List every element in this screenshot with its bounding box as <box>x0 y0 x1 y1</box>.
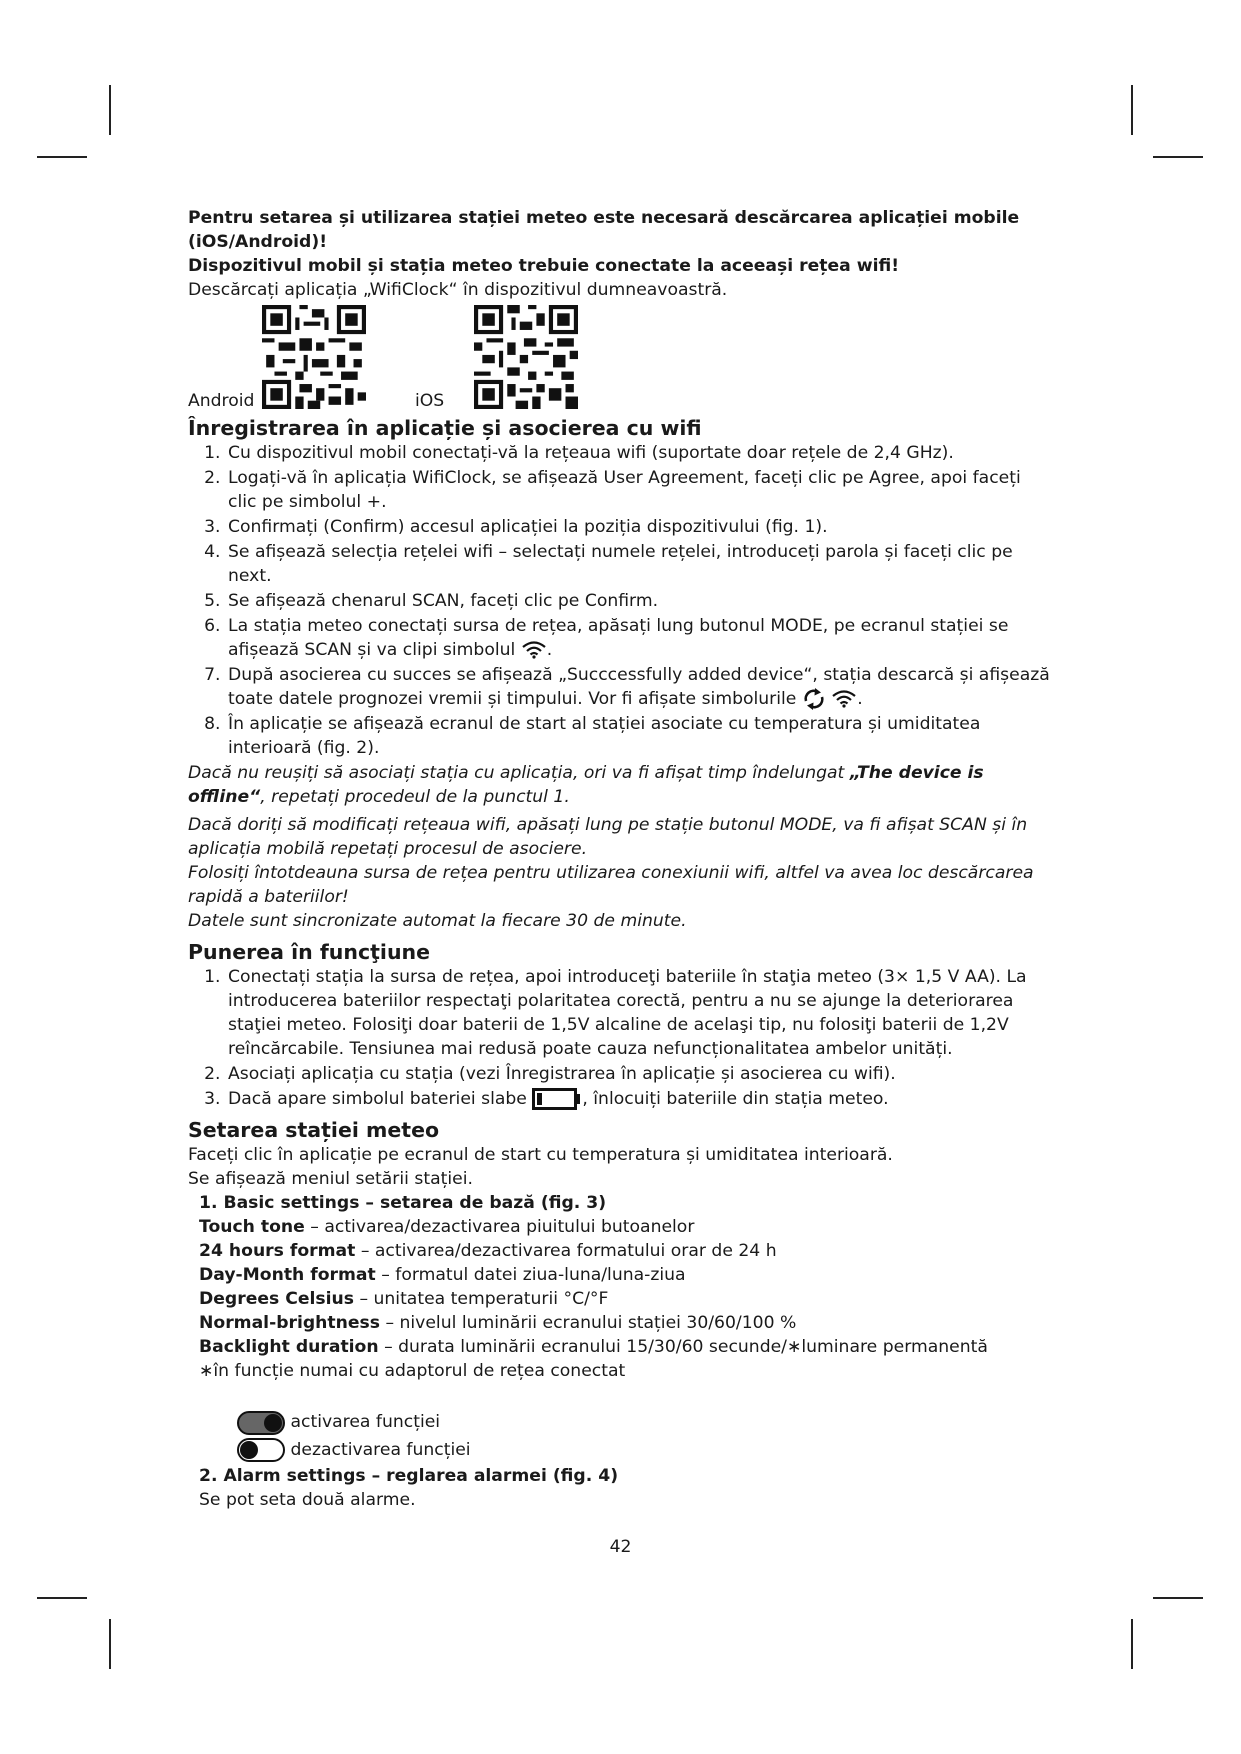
note-text: Dacă nu reușiți să asociați stația cu aplicația, ori va fi afișat timp îndelungat <box>188 763 850 783</box>
section-title-registration: Înregistrarea în aplicație și asocierea cu wifi <box>188 416 702 440</box>
note-offline <box>188 761 1054 809</box>
setting-name: Normal-brightness <box>199 1313 380 1333</box>
sync-icon <box>802 688 826 710</box>
section-title-settings: Setarea stației meteo <box>188 1118 440 1142</box>
ios-qr-code-icon <box>474 305 578 409</box>
setting-desc: – activarea/dezactivarea formatului orar de 24 h <box>355 1241 777 1261</box>
alarm-settings-text: Se pot seta două alarme. <box>199 1490 416 1510</box>
list-item <box>226 1087 1054 1111</box>
list-item: 5. Se afișează chenarul SCAN, faceți clic pe Confirm. <box>226 589 1054 613</box>
setting-desc: – durata luminării ecranului 15/30/60 secunde/∗luminare permanentă <box>378 1337 988 1357</box>
wifi-icon <box>521 641 547 659</box>
setting-desc: – unitatea temperaturii °C/°F <box>353 1289 609 1309</box>
toggle-on-icon <box>237 1411 285 1435</box>
setting-touch-tone <box>199 1215 1054 1239</box>
startup-steps <box>188 965 1054 1111</box>
settings-intro-1: Faceți clic în aplicație pe ecranul de start cu temperatura și umiditatea interioară. <box>188 1145 893 1165</box>
note-power-source: Folosiți întotdeauna sursa de rețea pentru utilizarea conexiunii wifi, altfel va avea loc descărcarea rapidă a bateriilor! <box>188 863 1034 907</box>
crop-mark <box>37 156 87 158</box>
toggle-off-label: dezactivarea funcției <box>290 1439 471 1460</box>
list-item: 8. În aplicație se afișează ecranul de start al stației asociate cu temperatura și umiditatea interioară (fig. 2). <box>226 712 1054 760</box>
list-item: 1. Conectați stația la sursa de rețea, apoi introduceţi bateriile în staţia meteo (3× 1,5 V AA). La introducerea bateriilor respectaţi polaritatea corectă, pentru a nu se ajunge la deteriorarea staţiei meteo. Folosiţi doar baterii de 1,5V alcaline de acelaşi tip, nu folosiţi baterii de 1,2V reîncărcabile. Tensiunea mai redusă poate cauza nefuncționalitatea ambelor unități. <box>226 965 1054 1061</box>
note-change-wifi: Dacă doriți să modificați rețeaua wifi, apăsați lung pe stație butonul MODE, va fi afișat SCAN și în aplicația mobilă repetați procesul de asociere. <box>188 815 1028 859</box>
wifi-icon <box>831 690 857 708</box>
list-item: 1. Cu dispozitivul mobil conectați-vă la rețeaua wifi (suportate doar rețele de 2,4 GHz). <box>226 441 1054 465</box>
setting-degrees <box>199 1287 1054 1311</box>
setting-desc: – nivelul luminării ecranului stației 30/60/100 % <box>379 1313 797 1333</box>
toggle-legend-off <box>237 1437 1054 1465</box>
page-number: 42 <box>609 1537 632 1557</box>
list-item: 2. Asociați aplicația cu stația (vezi Înregistrarea în aplicație și asocierea cu wifi). <box>226 1062 1054 1086</box>
section-title-startup: Punerea în funcţiune <box>188 940 431 964</box>
setting-name: Day-Month format <box>199 1265 376 1285</box>
setting-name: Touch tone <box>199 1217 305 1237</box>
note-text: , repetați procedeul de la punctul 1. <box>260 787 570 807</box>
crop-mark <box>109 85 111 135</box>
crop-mark <box>1131 1619 1133 1669</box>
setting-name: 24 hours format <box>199 1241 356 1261</box>
setting-desc: – formatul datei ziua-luna/luna-ziua <box>375 1265 686 1285</box>
crop-mark <box>1153 1597 1203 1599</box>
setting-day-month <box>199 1263 1054 1287</box>
crop-mark <box>37 1597 87 1599</box>
list-item-text: La stația meteo conectați sursa de rețea, apăsați lung butonul MODE, pe ecranul stației se afișează SCAN și va clipi simbolul <box>228 616 1009 660</box>
intro-line-2: Dispozitivul mobil și stația meteo trebuie conectate la aceeași rețea wifi! <box>188 256 900 276</box>
crop-mark <box>109 1619 111 1669</box>
setting-name: Backlight duration <box>199 1337 379 1357</box>
qr-codes-row <box>188 305 1054 415</box>
setting-backlight <box>199 1335 1054 1359</box>
setting-desc: – activarea/dezactivarea piuitului butoanelor <box>304 1217 695 1237</box>
footnote: ∗în funcție numai cu adaptorul de rețea conectat <box>199 1361 626 1381</box>
settings-intro-2: Se afișează meniul setării stației. <box>188 1169 473 1189</box>
toggle-legend-on <box>237 1409 1054 1437</box>
ios-label: iOS <box>415 391 445 411</box>
toggle-on-label: activarea funcției <box>290 1412 441 1432</box>
intro-line-1: Pentru setarea și utilizarea stației meteo este necesară descărcarea aplicației mobile (iOS/Android)! <box>188 208 1020 252</box>
registration-steps <box>188 441 1054 760</box>
note-emphasis: „The device is offline“ <box>188 763 984 807</box>
list-item-text: După asocierea cu succes se afișează „Succcessfully added device“, stația descarcă și afișează toate datele prognozei vremii și timpului. Vor fi afișate simbolurile <box>228 665 1050 709</box>
note-sync: Datele sunt sincronizate automat la fiecare 30 de minute. <box>188 911 687 931</box>
toggle-off-icon <box>237 1438 285 1462</box>
intro-line-3: Descărcați aplicația „WifiClock“ în dispozitivul dumneavoastră. <box>188 280 728 300</box>
alarm-settings-heading: 2. Alarm settings – reglarea alarmei (fig. 4) <box>199 1466 619 1486</box>
crop-mark <box>1153 156 1203 158</box>
setting-24h-format <box>199 1239 1054 1263</box>
list-item-text: , înlocuiți bateriile din stația meteo. <box>582 1089 889 1109</box>
setting-brightness <box>199 1311 1054 1335</box>
settings-list <box>188 1191 1054 1512</box>
android-qr-code-icon <box>262 305 366 409</box>
list-item-text: Dacă apare simbolul bateriei slabe <box>228 1089 527 1109</box>
crop-mark <box>1131 85 1133 135</box>
intro-block <box>188 206 1054 302</box>
list-item: 7. După asocierea cu succes se afișează „Succcessfully added device“, stația descarcă și afișează toate datele prognozei vremii și timpului. Vor fi afișate simbolurile . <box>226 663 1054 711</box>
page-content <box>188 206 1054 1512</box>
basic-settings-heading: 1. Basic settings – setarea de bază (fig. 3) <box>199 1193 607 1213</box>
setting-name: Degrees Celsius <box>199 1289 354 1309</box>
list-item: 4. Se afișează selecția rețelei wifi – selectați numele rețelei, introduceți parola și faceți clic pe next. <box>226 540 1054 588</box>
list-item: 2. Logați-vă în aplicația WifiClock, se afișează User Agreement, faceți clic pe Agree, apoi faceți clic pe simbolul +. <box>226 466 1054 514</box>
android-label: Android <box>188 391 255 411</box>
list-item: 6. La stația meteo conectați sursa de rețea, apăsați lung butonul MODE, pe ecranul stației se afișează SCAN și va clipi simbolul . <box>226 614 1054 662</box>
list-item: 3. Confirmați (Confirm) accesul aplicației la poziția dispozitivului (fig. 1). <box>226 515 1054 539</box>
low-battery-icon <box>532 1088 582 1110</box>
